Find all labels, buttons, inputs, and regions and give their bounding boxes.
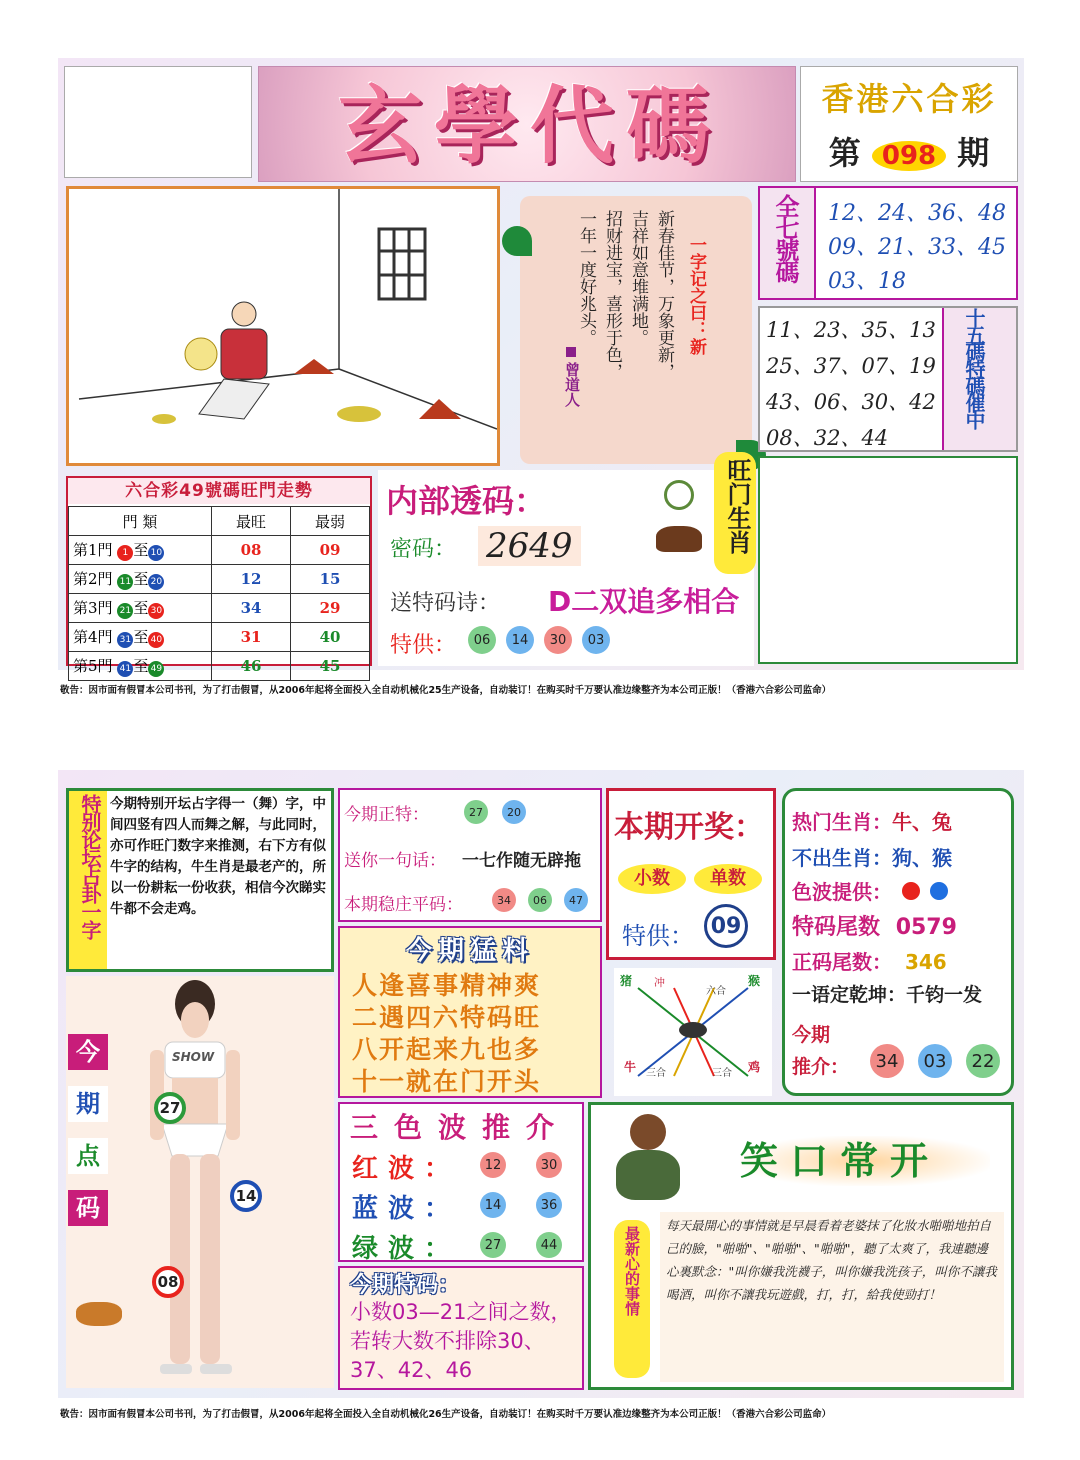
wave-green-ball: 44 [536,1232,562,1258]
poem-line-1: 新春佳节，万象更新， [654,210,674,380]
seven-row-1: 12、24、36、48 [828,201,1006,226]
flat-ball: 47 [564,888,588,912]
special-balls [468,626,610,654]
forum-label: 特别论坛占卦一字 [78,794,102,938]
door-max: 12 [212,565,291,594]
door-to-ball: 10 [148,545,164,561]
page-title: 玄學代碼 [337,76,722,175]
door-max: 08 [212,536,291,565]
door-name: 第2門 [73,570,113,588]
poem-title: 一字记之曰：新 [686,236,706,355]
fierce-line-1: 人逢喜事精神爽 [352,971,542,1000]
door-to-word: 至 [133,628,149,646]
compass-label: 六合 [706,986,726,997]
poem-code-label: 送特码诗： [390,591,501,616]
door-min: 29 [291,594,370,623]
issue-line [806,128,1012,174]
issue-number: 098 [872,141,946,171]
wangmen-label: 旺门生肖 [723,458,751,554]
door-from-ball: 1 [117,545,133,561]
door-max: 31 [212,623,291,652]
door-min: 15 [291,565,370,594]
seven-label: 全七號碼 [771,194,799,282]
special-ball: 14 [506,626,534,654]
door-to-ball: 30 [148,603,164,619]
door-from-ball: 41 [117,661,133,677]
draw-special-label: 特供： [622,922,694,950]
one-word-value: 千钧一发 [906,984,983,1006]
poem-line-3: 招财进宝，喜形于色， [602,210,622,380]
illustration-box [66,186,500,466]
poem-line-2: 吉祥如意堆满地。 [628,210,648,346]
table-row [69,623,370,652]
fierce-line-4: 十一就在门开头 [352,1067,542,1096]
door-name: 第4門 [73,628,113,646]
issue-prefix: 第 [828,134,861,172]
recommend-top: 今期 [792,1024,831,1046]
zheng-ball: 20 [502,800,526,824]
door-table-header [69,507,370,536]
poem-seal-icon [566,347,576,357]
tail-line [792,910,957,941]
issue-suffix: 期 [957,134,990,172]
fierce-title: 今期猛料 [405,936,534,966]
fifteen-label: 十五碼特碼催中 [962,308,986,427]
wave-red-ball: 30 [536,1152,562,1178]
blank-box [64,66,252,178]
wave-green-label: 绿波： [352,1234,461,1264]
recommend-ball: 22 [966,1044,1000,1078]
compass-label: 猴 [748,974,761,988]
ox-icon [656,526,702,552]
door-name: 第5門 [73,657,113,675]
header-min: 最弱 [291,507,370,536]
table-row [69,536,370,565]
fifteen-row-2: 25、37、07、19 [766,354,936,378]
hot-label: 热门生肖： [792,810,892,834]
compass-label: 三合 [646,1068,666,1079]
code-label: 密码： [390,537,457,562]
door-to-word: 至 [133,570,149,588]
model-ball: 27 [154,1092,186,1124]
color-dot [930,882,948,900]
fifteen-row-4: 08、32、44 [766,426,889,450]
draw-title: 本期开奖： [614,810,764,845]
compass-label: 三合 [712,1068,732,1079]
recommend-ball: 03 [918,1044,952,1078]
point-label-2: 期 [68,1086,108,1122]
money-bag-icon [616,1150,680,1200]
color-label: 色波提供： [792,880,892,904]
special-title: 今期特码： [350,1273,461,1298]
door-from-ball: 31 [117,632,133,648]
table-row [69,652,370,681]
door-to-ball: 49 [148,661,164,677]
model-ball: 14 [230,1180,262,1212]
brand-name: 香港六合彩 [821,80,997,118]
flat-label: 本期稳庄平码： [344,895,463,915]
draw-tag: 小数 [618,864,686,894]
monkey-icon [630,1114,666,1150]
special-text: 小数03—21之间之数，若转大数不排除30、37、42、46 [350,1300,572,1382]
point-label-3: 点 [68,1138,108,1174]
door-to-word: 至 [133,599,149,617]
fierce-line-2: 二遇四六特码旺 [352,1003,542,1032]
poem-line-4: 一年一度好兆头。 [576,210,596,346]
recommend-label: 推介： [792,1056,850,1078]
no-value: 狗、猴 [892,846,952,870]
smile-title: 笑口常开 [740,1136,990,1186]
warning-bottom: 敬告：因市面有假冒本公司书刊，为了打击假冒，从2006年起将全面投入全自动机械化26生产设备，自动装订！在购买时千万要认准边缘整齐为本公司正版！（香港六合彩公司监命） [60,1409,832,1420]
joke-side-label: 最新心的事情 [623,1226,641,1316]
wave-red-ball: 12 [480,1152,506,1178]
wave-blue-ball: 36 [536,1192,562,1218]
code-value: 2649 [478,526,581,566]
door-max: 46 [212,652,291,681]
poem-code-value: D二双追多相合 [548,585,740,618]
wave-blue-ball: 14 [480,1192,506,1218]
color-line [792,876,948,905]
zheng-tail-line [792,946,947,975]
zheng-ball: 27 [464,800,488,824]
tiger-icon [76,1302,122,1326]
no-line [792,842,952,871]
door-name: 第1門 [73,541,113,559]
table-row [69,565,370,594]
fortune-teller-illustration [69,189,497,463]
dragon-icon [664,480,694,510]
flat-ball: 34 [492,888,516,912]
hot-line [792,806,952,835]
blank-right-box [758,456,1018,664]
compass-label: 鸡 [748,1060,761,1074]
flat-ball: 06 [528,888,552,912]
zheng-label: 今期正特： [344,805,429,825]
special-ball: 30 [544,626,572,654]
mini-label: 送你一句话： [344,851,446,871]
recommend-ball: 34 [870,1044,904,1078]
draw-tag: 单数 [694,864,762,894]
one-word-label: 一语定乾坤： [792,984,907,1006]
door-from-ball: 11 [117,574,133,590]
special-label: 特供： [390,633,457,658]
door-to-word: 至 [133,541,149,559]
door-table-title: 六合彩49號碼旺門走勢 [68,478,370,504]
door-to-word: 至 [133,657,149,675]
header-door: 門 類 [69,507,212,536]
seven-row-2: 09、21、33、45 [828,235,1006,260]
door-from-ball: 21 [117,603,133,619]
special-ball: 06 [468,626,496,654]
door-table [68,506,370,681]
fifteen-row-1: 11、23、35、13 [766,318,936,342]
table-row [69,594,370,623]
door-min: 09 [291,536,370,565]
door-min: 40 [291,623,370,652]
three-color-title: 三色波推介 [350,1111,571,1144]
door-max: 34 [212,594,291,623]
forum-text: 今期特别开坛占字得一（舞）字，中间四竖有四人而舞之解，与此同时，亦可作旺门数字来推测，右下方有似牛字的结构，牛生肖是最老产的，所以一份耕耘一份收获，相信今次睇实牛都不会走鸡。 [110,796,326,917]
hot-value: 牛、兔 [892,810,952,834]
point-label-1: 今 [68,1034,108,1070]
mini-value: 一七作随无辟拖 [462,851,581,871]
tail-value: 0579 [895,915,957,940]
zheng-tail-label: 正码尾数： [792,950,892,974]
zheng-tail-value: 346 [904,950,947,974]
compass-label: 猪 [620,974,633,988]
one-word-line [792,980,982,1007]
door-min: 45 [291,652,370,681]
scroll-cap-left [502,226,532,256]
point-label-4: 码 [68,1190,108,1226]
door-name: 第3門 [73,599,113,617]
special-ball: 03 [582,626,610,654]
shirt-text: SHOW [172,1050,215,1064]
header-max: 最旺 [212,507,291,536]
draw-special-ball: 09 [704,904,748,948]
fierce-line-3: 八开起来九也多 [352,1035,542,1064]
fifteen-row-3: 43、06、30、42 [766,390,936,414]
joke-text: 每天最開心的事情就是早晨看着老婆抹了化妝水啪啪地拍自己的臉，"啪啪"、"啪啪"、"啪啪"，聽了太爽了，我連聽邊心裏默念："叫你嫌我洗襪子，叫你嫌我洗孩子，叫你不讓我喝酒，叫你不讓我玩遊戲，打，打，給我使勁打！ [660,1212,1004,1382]
poem-author: 曾道人 [563,362,581,407]
seven-row-3: 03、18 [828,269,906,294]
door-to-ball: 40 [148,632,164,648]
color-dot [902,882,920,900]
model-ball: 08 [152,1266,184,1298]
tail-label: 特码尾数 [792,915,881,940]
warning-top: 敬告：因市面有假冒本公司书刊，为了打击假冒，从2006年起将全面投入全自动机械化25生产设备，自动装订！在购买时千万要认准边缘整齐为本公司正版！（香港六合彩公司监命） [60,685,832,696]
door-to-ball: 20 [148,574,164,590]
no-label: 不出生肖： [792,846,892,870]
compass-label: 冲 [654,976,665,989]
inner-title: 内部透码： [386,482,547,520]
wave-red-label: 红波： [352,1154,461,1184]
wave-blue-label: 蓝波： [352,1194,461,1224]
wave-green-ball: 27 [480,1232,506,1258]
compass-label: 牛 [624,1060,637,1074]
